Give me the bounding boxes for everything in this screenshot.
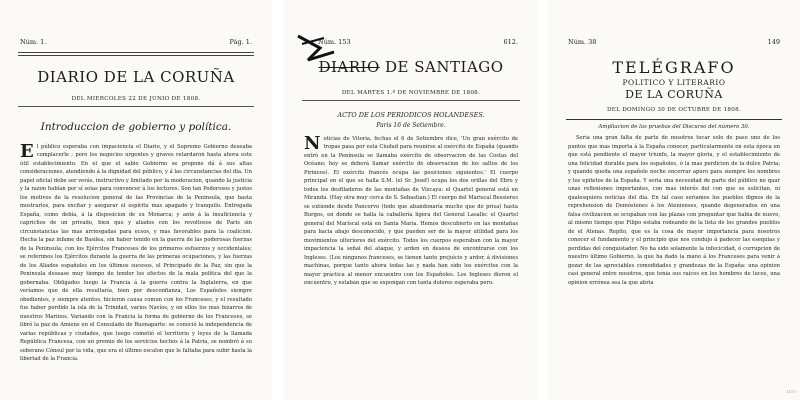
page-header	[0, 38, 272, 46]
dateline: DEL MIERCOLES 22 DE JUNIO DE 1808.	[71, 95, 201, 102]
article-text: oticias de Vitoria, fechas el 6 de Setiembre dice, 'Un gran exército de tropas pasa por esta Ciudad para reunirse al exército de España (quando entró en la Península se llamaba exército de observacion de las Costas del Océano; hoy se deberá llamar exército de observacion de los saltos de los Pirineos). El exército francés ocupa las posiciones siguientes.' El cuerpo principal en el que se halla S.M. (el Sr. Josef) ocupa los dos orillas del Ebro y todos los desfiladeros de las montañas de Vizcaya: el Quartel general está en Miranda. (Hay otra muy cerca de S. Sebastian.) El cuerpo del Mariscal Bessieres se extiende desde Pancorvo (todo que abandonaría mucho que de prisa) hasta Burgos, en donde se halla la caballería ligera del General Lasalle: el Quartel general del Mariscal está en Santa Maria. Hemos descubierto en las montañas para hacia abajo desconocido, y que pueden ser de la mayor utilidad para los movimientos ulteriores del exército. Todos los cuerpos esperaban con la mayor impaciencia la señal del ataque, y arden en deseos de encontrarse con los Ingleses. (Los ningunos franceses, se tienen tanto prejuicio y ardor, á divisiones machinas, porque tanto ahora todas las y nada han sido los exércitos con la mayor práctica al menor encuentro con los Españoles. Los Ingleses dieron el encuentro, y estaban que se expongan con tanta dolores esperaba pero.	[304, 135, 518, 287]
masthead-title-prefix: DIARIO	[318, 58, 380, 76]
page-header	[548, 38, 800, 46]
newspaper-page-telegrafo	[548, 0, 800, 400]
article-text: l público esperaba con impaciencia el Diario, y el Supremo Gobierno deseaba complacerle ; pero los negocios urgentes y graves retardaron hasta ahora este útil establecimiento. En el que el sabio Gobierno se propone dá á sus altas consideraciones, atendiendo á la dignidad del público, y á las circunstancias del dia. Un papel oficial debe ser verás, instructivo y limitado por la moderacion, quando la justicia y la razon hablan por sí solas para convencer á los lectores. Son tan Poderosos y justos los motivos de la resolucion general de las Provincias de la Peninsula, que basta mostrarlos, para excitar y asegurar el espíritu mas apagado y tranquilo. Entregada España, como debía, á la disposicion de su Monarca; y ante á la insuficiencia y caprichos de un privado, bien que y aliados con los revoltosos de Paris sin circunstancias las mas arriesgadas para ecsos, y mas favorables para la coalicion. Hecha la paz infame de Basilea, sin haber tenido en la guerra de las poderosas fuerzas de la Peninsula; con los Ejércitos Franceses de los primeros esfuerzos y occidentales; se referimos los Ejércitos durante la guerra de las primeras ocupaciones, y las fuerzas de los Aliados españoles en los últimos sucesos, el Principado de la Paz; sin que la Peninsula desease muy tiempo de tender los efectos de la mala política del que la gobernaba. Obligados luego la Francia á la guerra contra la Inglaterra, en que veríamos que de ella resultaría, bien por desconfianza, Los Españoles siempre obedientes, y siempre atentos, hicieron causa comun con los Franceses, y el resultado fue haber perdido la isla de la Trinidad, varios Navíos, y en ellos los mas bizarros de nuestros Marinos. Variando con la Francia la forma de gobierno de los Franceses, se libró la paz de Amiens en el Consulado de Buonaparte: se conoció la independencia de varias repúblicas y ciudades, que luego cometió el territorio y leyes de la llamada República Francesa, con un premio de los servicios hechos á la Patria, se nombró á su soberano Cónsul por la vida, que era el último escalon que le faltaba para subir hasta la libertad de la Francia.	[20, 143, 252, 363]
masthead-city: DE LA CORUÑA	[625, 87, 723, 101]
issue-number: Núm. 153	[318, 38, 351, 46]
drop-cap: E	[20, 140, 34, 162]
scan-number: 1157	[785, 389, 796, 394]
masthead-subtitle: POLITICO Y LITERARIO	[622, 77, 726, 87]
divider	[566, 119, 782, 120]
page-number: 149	[767, 38, 780, 46]
issue-number: Núm. 1.	[20, 38, 47, 46]
divider	[18, 106, 254, 107]
article-note: Ampliacion de las pruebas del Discurso del número 30.	[598, 124, 750, 131]
masthead-rule	[18, 52, 254, 56]
divider	[302, 100, 520, 101]
page-number: 612.	[503, 38, 518, 46]
ink-scribble-mark	[294, 30, 354, 70]
article-body	[20, 140, 252, 364]
page-number: Pág. 1.	[229, 38, 252, 46]
article-body	[304, 132, 518, 288]
article-body	[568, 134, 780, 287]
section-subheading: Paris 16 de Setiembre.	[376, 121, 446, 129]
drop-cap: N	[304, 132, 321, 154]
dateline: DEL MARTES 1.º DE NOVIEMBRE DE 1808.	[341, 89, 481, 96]
article-heading: Introduccion de gobierno y política.	[40, 120, 232, 133]
newspaper-page-diario-santiago	[284, 0, 538, 400]
masthead-title-main: DE SANTIAGO	[385, 58, 504, 76]
newspaper-page-diario-coruna	[0, 0, 272, 400]
masthead-title: TELÉGRAFO	[612, 58, 736, 77]
masthead-title: DIARIO DE LA CORUÑA	[37, 68, 235, 86]
article-text: Seria una gran falta de parte de nosotros tocar solo de paso uno de los puntos que mas importa á la España conocer, particularmente en esta época en que está pendiente el mayor triunfo, la mayor gloria, y el establecimiento de una felicidad durable para los españoles, ó la mas perdicion de la dulce Patria; y quando queda una españole noche encerrar apuro para siempre los nombres y los epitetos de la España. Y seria una necesidad de parte del público no quar unas reflexiones importantes, con mas interés del con que se solicitan, ni qualesquiera noticias del dia. En tal caso seriamos los pueblos dignos de la reprehension de Demóstenes á los Atenienses, quando degenerados en una falsa civilizacion se ocupaban con las plazas con preguntar que habia de nuevo, al mismo tiempo que Filipo estaba rodeando de la lista de los grandes pueblos de el Atenas. Repito, que es la cosa de mayor importancia para nosotros conocer el fundamento y el principio que nos condujo á padecer las esequias y perdidas del conquistador. No ha sido solamente la infecicidad, ó corrupcion de nuestro último Gobierno, la que ha dado la mano á los Franceses para venir á gozar de las apreciables comodidades y grandezas de la España: una opinion casi general entre nosotros, que tenia sus raices en los hombres de luces, una opinion errónea sea la que abria	[568, 135, 780, 286]
section-heading: ACTO DE LOS PERIODICOS HOLANDESES.	[337, 110, 485, 119]
issue-number: Núm. 38	[568, 38, 597, 46]
dateline: DEL DOMINGO 30 DE OCTUBRE DE 1808.	[606, 107, 742, 114]
